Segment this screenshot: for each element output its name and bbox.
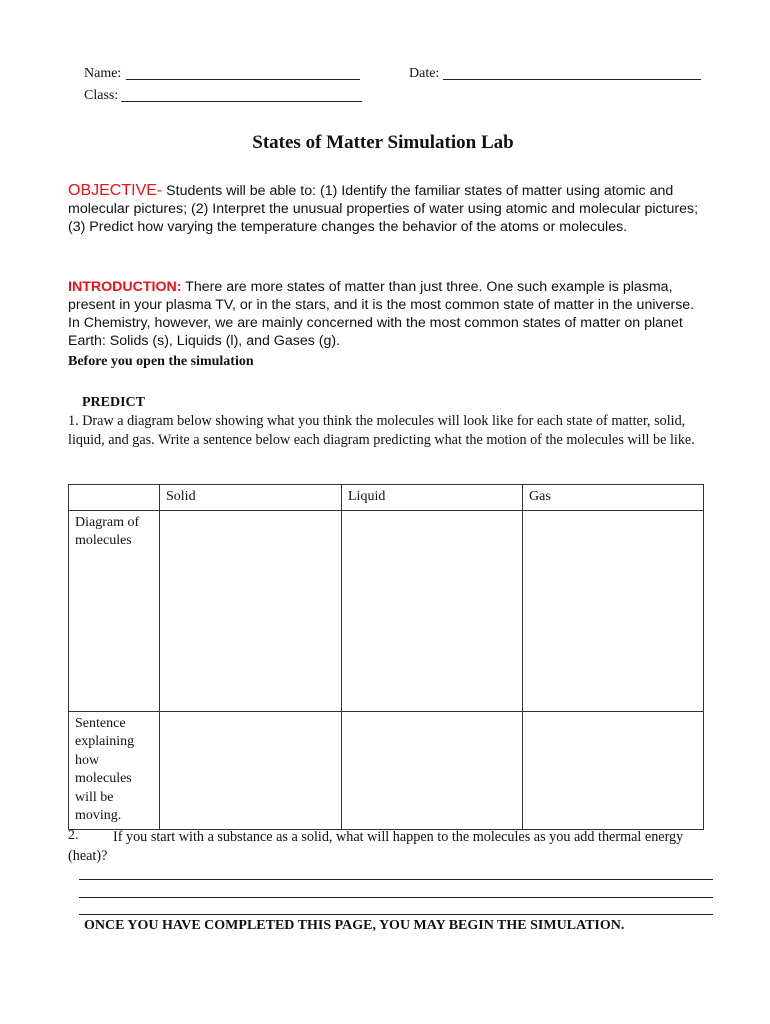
gas-sentence-cell[interactable] xyxy=(523,711,704,829)
solid-diagram-cell[interactable] xyxy=(160,510,342,711)
header-cell-blank xyxy=(69,485,160,511)
gas-diagram-cell[interactable] xyxy=(523,510,704,711)
header-cell-gas: Gas xyxy=(523,485,704,511)
name-label: Name: xyxy=(84,66,122,81)
header-cell-liquid: Liquid xyxy=(342,485,523,511)
answer-line[interactable] xyxy=(79,879,713,880)
introduction-label: INTRODUCTION: xyxy=(68,279,182,295)
objective-text: Students will be able to: (1) Identify the familiar states of matter using atomic and molecular pictures; (2) Interpret the unusual properties of water using atomic and molecular pictures; (3) Predict how varying the temperature changes the behavior of the atoms or molecules. xyxy=(68,183,699,235)
answer-line[interactable] xyxy=(79,914,713,915)
table-header-row xyxy=(69,485,704,511)
predict-heading: PREDICT xyxy=(82,395,146,410)
question-1: 1. Draw a diagram below showing what you think the molecules will look like for each state of matter, solid, liquid, and gas. Write a sentence below each diagram predicting what the motion of the molecules will be like. xyxy=(68,413,695,448)
name-field[interactable] xyxy=(126,65,360,80)
solid-sentence-cell[interactable] xyxy=(160,711,342,829)
table-row xyxy=(69,510,704,711)
objective-dash: - xyxy=(156,182,163,199)
answer-line[interactable] xyxy=(79,897,713,898)
header-cell-solid: Solid xyxy=(160,485,342,511)
class-label: Class: xyxy=(84,88,119,103)
table-row xyxy=(69,711,704,829)
date-field[interactable] xyxy=(443,65,701,80)
liquid-sentence-cell[interactable] xyxy=(342,711,523,829)
objective-label: OBJECTIVE xyxy=(68,182,157,199)
liquid-diagram-cell[interactable] xyxy=(342,510,523,711)
question-2-number: 2. xyxy=(68,828,79,843)
before-simulation-heading: Before you open the simulation xyxy=(68,354,254,369)
introduction-text: There are more states of matter than just three. One such example is plasma, present in your plasma TV, or in the stars, and it is the most common state of matter in the universe. In Chemistry, however, we are mainly concerned with the most common states of matter on planet Earth: Solids (s), Liquids (l), and Gases (g). xyxy=(68,279,695,349)
question-2-text: If you start with a substance as a solid, what will happen to the molecules as you add thermal energy (heat)? xyxy=(68,829,684,864)
objective-paragraph xyxy=(68,182,708,236)
page-title: States of Matter Simulation Lab xyxy=(252,132,514,153)
row-label-sentence: Sentence explaining how molecules will be moving. xyxy=(69,711,160,829)
introduction-paragraph xyxy=(68,278,708,350)
date-label: Date: xyxy=(409,66,440,81)
class-field[interactable] xyxy=(121,87,362,102)
prediction-table xyxy=(68,484,704,830)
row-label-diagram: Diagram of molecules xyxy=(69,510,160,711)
completion-instruction: ONCE YOU HAVE COMPLETED THIS PAGE, YOU MAY BEGIN THE SIMULATION. xyxy=(84,918,625,933)
